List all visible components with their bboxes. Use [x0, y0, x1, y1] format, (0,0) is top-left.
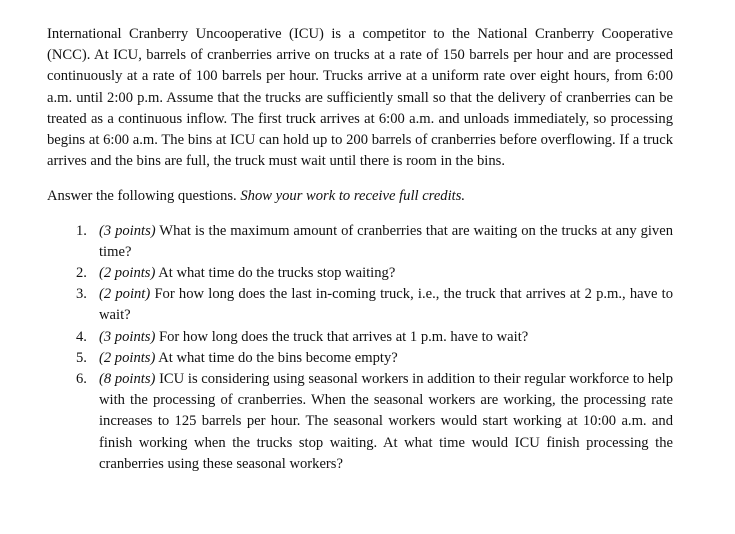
question-text: What is the maximum amount of cranberries that are waiting on the trucks at any given time?	[99, 222, 673, 260]
question-number: 5.	[76, 349, 87, 366]
question-points: (2 point)	[99, 286, 151, 303]
question-points: (2 points)	[99, 349, 156, 366]
question-points: (8 points)	[99, 371, 156, 388]
question-text: ICU is considering using seasonal workers in addition to their regular workforce to help with the processing of cranberries. When the seasonal workers are working, the processing rate increases to 125 barrels per hour. The seasonal workers would start working at 10:00 a.m. and finish working when the trucks stop waiting. At what time would ICU finish processing the cranberries using these seasonal workers?	[99, 371, 673, 472]
question-item	[47, 348, 673, 369]
instructions-lead: Answer the following questions.	[47, 188, 241, 205]
intro-paragraph: International Cranberry Uncooperative (ICU) is a competitor to the National Cranberry Cooperative (NCC). At ICU, barrels of cranberries arrive on trucks at a rate of 150 barrels per hour and are processed continuously at a rate of 100 barrels per hour. Trucks arrive at a uniform rate over eight hours, from 6:00 a.m. until 2:00 p.m. Assume that the trucks are sufficiently small so that the delivery of cranberries can be treated as a continuous inflow. The first truck arrives at 6:00 a.m. and unloads immediately, so processing begins at 6:00 a.m. The bins at ICU can hold up to 200 barrels of cranberries before overflowing. If a truck arrives and the bins are full, the truck must wait until there is room in the bins.	[47, 26, 673, 170]
question-list	[47, 221, 673, 475]
question-number: 6.	[76, 371, 87, 388]
question-points: (3 points)	[99, 222, 156, 239]
question-item	[47, 369, 673, 475]
question-text: For how long does the last in-coming truck, i.e., the truck that arrives at 2 p.m., have to wait?	[99, 286, 673, 324]
question-item	[47, 284, 673, 326]
instructions-emphasis: Show your work to receive full credits.	[240, 188, 466, 205]
question-item	[47, 263, 673, 284]
question-points: (2 points)	[99, 265, 156, 282]
question-item	[47, 221, 673, 263]
question-text: For how long does the truck that arrives at 1 p.m. have to wait?	[155, 328, 529, 345]
question-points: (3 points)	[99, 328, 156, 345]
instructions-paragraph	[47, 186, 673, 207]
question-item	[47, 327, 673, 348]
question-text: At what time do the trucks stop waiting?	[155, 265, 396, 282]
question-number: 1.	[76, 222, 87, 239]
document-body	[47, 24, 673, 475]
question-text: At what time do the bins become empty?	[155, 349, 398, 366]
question-number: 3.	[76, 286, 87, 303]
question-number: 2.	[76, 265, 87, 282]
question-number: 4.	[76, 328, 87, 345]
